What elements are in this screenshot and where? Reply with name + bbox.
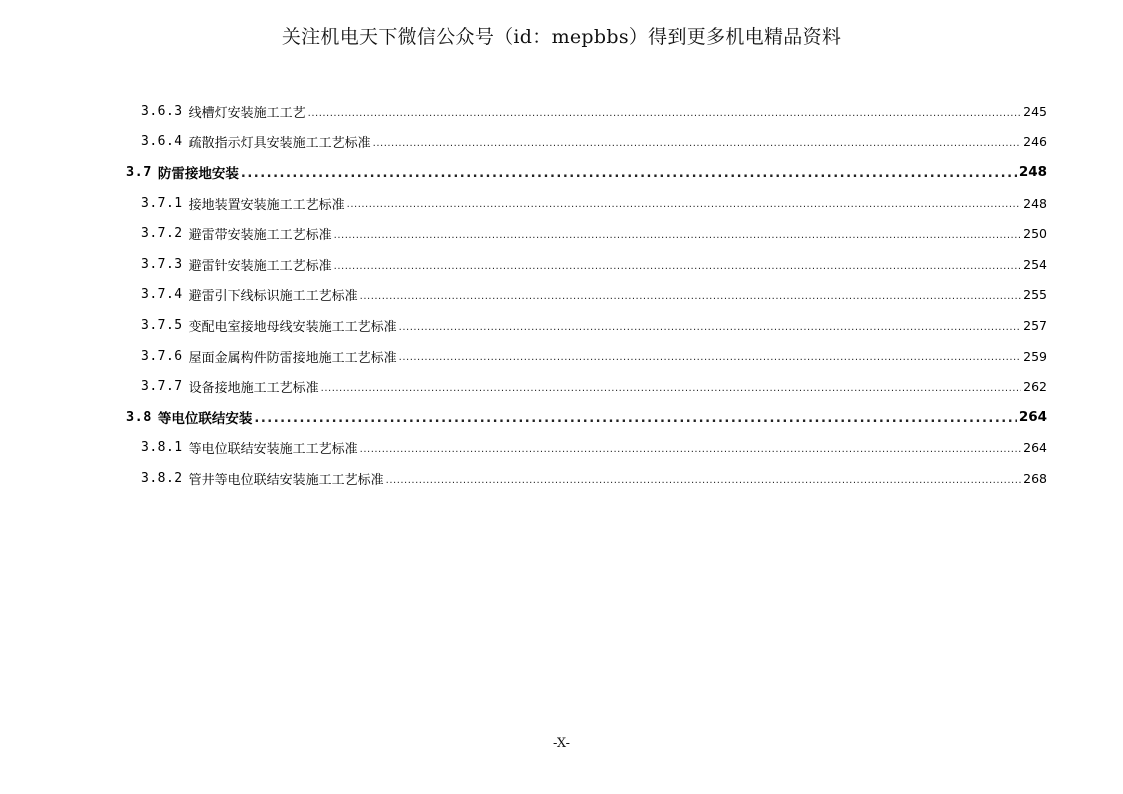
toc-entry-title: 等电位联结安装施工工艺标准: [188, 442, 358, 458]
toc-entry-number: 3.8.2: [141, 470, 183, 486]
toc-entry-page: 268: [1023, 470, 1047, 486]
toc-dot-leader: [360, 444, 1021, 463]
toc-entry-number: 3.7.5: [141, 317, 183, 333]
toc-section-3-7[interactable]: [126, 157, 1047, 188]
toc-entry-number: 3.7.3: [141, 256, 183, 272]
toc-entry-page: 248: [1023, 195, 1047, 211]
toc-section-page: 248: [1018, 164, 1047, 181]
toc-entry-number: 3.8.1: [141, 440, 183, 456]
page-footer-number: -X-: [552, 736, 571, 751]
page-header-title: 关注机电天下微信公众号（id：mepbbs）得到更多机电精品资料: [281, 26, 842, 48]
toc-section-title: 等电位联结安装: [157, 411, 253, 428]
toc-entry-title: 避雷针安装施工工艺标准: [188, 258, 332, 274]
toc-section-number: 3.8: [126, 409, 152, 426]
toc-entry-number: 3.7.6: [141, 348, 183, 364]
toc-entry-page: 262: [1023, 379, 1047, 395]
toc-entry-number: 3.7.2: [141, 226, 183, 242]
toc-entry-number: 3.7.4: [141, 287, 183, 303]
toc-dot-leader: [399, 352, 1021, 371]
toc-section-page: 264: [1018, 409, 1047, 426]
toc-entry-title: 屋面金属构件防雷接地施工工艺标准: [188, 350, 397, 366]
toc-entry-3-8-2[interactable]: [126, 463, 1047, 494]
toc-entry-number: 3.6.3: [141, 103, 183, 119]
toc-entry-page: 254: [1023, 256, 1047, 272]
toc-entry-page: 246: [1023, 134, 1047, 150]
toc-section-number: 3.7: [126, 164, 152, 181]
toc-dot-leader: [334, 230, 1021, 249]
toc-entry-page: 245: [1023, 103, 1047, 119]
toc-entry-number: 3.6.4: [141, 134, 183, 150]
toc-entry-page: 250: [1023, 226, 1047, 242]
toc-entry-title: 避雷引下线标识施工工艺标准: [188, 289, 358, 305]
toc-entry-3-7-7[interactable]: [126, 371, 1047, 402]
toc-entry-3-8-1[interactable]: [126, 433, 1047, 464]
toc-entry-title: 避雷带安装施工工艺标准: [188, 228, 332, 244]
toc-dot-leader: [334, 261, 1021, 280]
toc-entry-title: 线槽灯安装施工工艺: [188, 105, 306, 121]
toc-dot-leader: [347, 199, 1021, 218]
toc-entry-3-7-6[interactable]: [126, 341, 1047, 372]
toc-entry-title: 接地装置安装施工工艺标准: [188, 197, 345, 213]
toc-entry-page: 257: [1023, 317, 1047, 333]
toc-entry-page: 259: [1023, 348, 1047, 364]
toc-entry-page: 264: [1023, 440, 1047, 456]
toc-dot-leader: [321, 383, 1021, 402]
toc-entry-title: 变配电室接地母线安装施工工艺标准: [188, 319, 397, 335]
toc-dot-leader: [254, 411, 1016, 433]
toc-entry-3-7-2[interactable]: [126, 218, 1047, 249]
toc-dot-leader: [360, 291, 1021, 310]
toc-section-3-8[interactable]: [126, 402, 1047, 433]
toc-entry-page: 255: [1023, 287, 1047, 303]
toc-dot-leader: [308, 108, 1021, 127]
toc-entry-title: 管井等电位联结安装施工工艺标准: [188, 472, 384, 488]
toc-dot-leader: [373, 138, 1021, 157]
toc-entry-number: 3.7.1: [141, 195, 183, 211]
toc-entry-3-6-3[interactable]: [126, 96, 1047, 127]
toc-entry-3-7-3[interactable]: [126, 249, 1047, 280]
toc-entry-3-6-4[interactable]: [126, 127, 1047, 158]
toc-entry-3-7-4[interactable]: [126, 280, 1047, 311]
toc-entry-3-7-1[interactable]: [126, 188, 1047, 219]
toc-entry-title: 疏散指示灯具安装施工工艺标准: [188, 136, 371, 152]
table-of-contents: [126, 96, 1047, 494]
toc-dot-leader: [386, 475, 1021, 494]
toc-section-title: 防雷接地安装: [157, 166, 239, 183]
toc-entry-number: 3.7.7: [141, 379, 183, 395]
toc-entry-title: 设备接地施工工艺标准: [188, 381, 319, 397]
toc-dot-leader: [399, 322, 1021, 341]
toc-dot-leader: [241, 166, 1017, 188]
toc-entry-3-7-5[interactable]: [126, 310, 1047, 341]
